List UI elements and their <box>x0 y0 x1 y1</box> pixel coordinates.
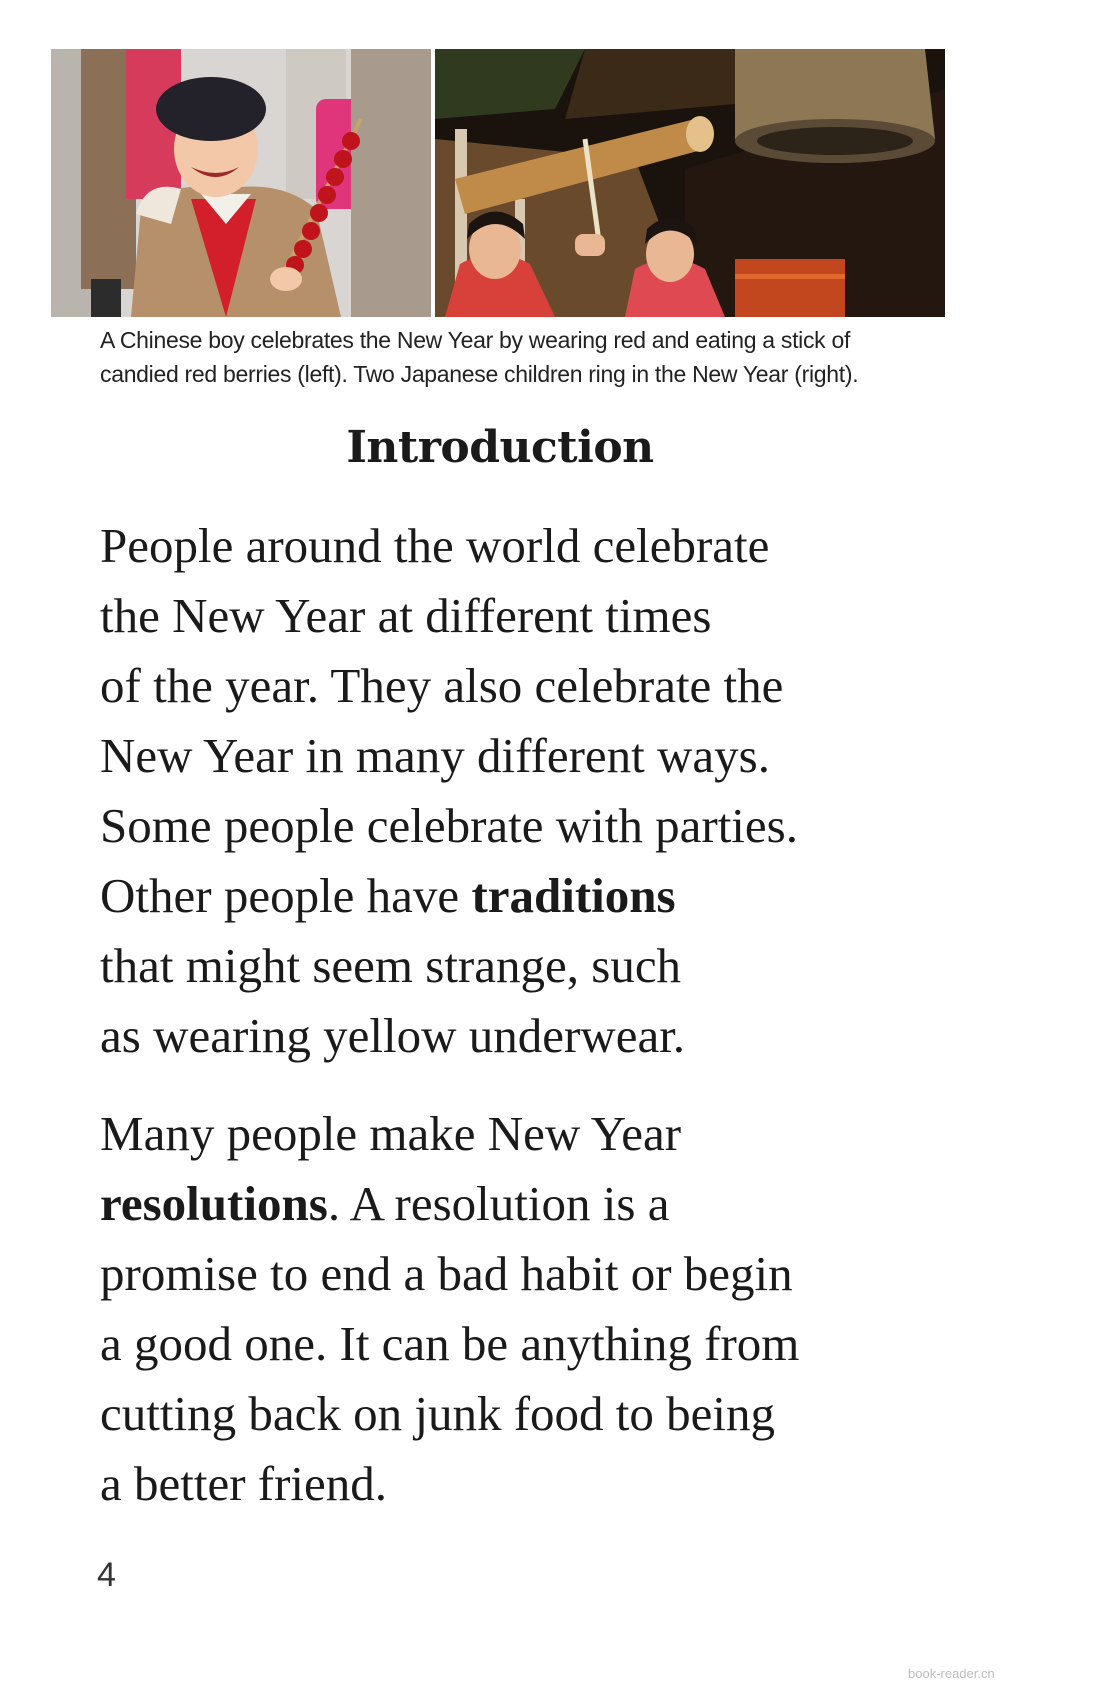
text-fragment: . A resolution is a <box>327 1176 670 1231</box>
text-line: New Year in many different ways. <box>100 728 770 783</box>
text-line <box>100 861 798 931</box>
photo-caption <box>100 323 920 391</box>
page-number: 4 <box>97 1556 116 1594</box>
text-line: that might seem strange, such <box>100 938 682 993</box>
text-line: of the year. They also celebrate the <box>100 658 784 713</box>
photo-strip <box>51 49 945 317</box>
text-line: the New Year at different times <box>100 588 712 643</box>
glossary-term-resolutions: resolutions <box>100 1176 328 1231</box>
japanese-children-bell-photo <box>435 49 945 317</box>
paragraph-1 <box>100 511 798 1071</box>
chinese-boy-photo <box>51 49 431 317</box>
text-line: a good one. It can be anything from <box>100 1316 800 1371</box>
watermark: book-reader.cn <box>908 1666 995 1681</box>
paragraph-2 <box>100 1099 799 1519</box>
text-line: Many people make New Year <box>100 1106 682 1161</box>
section-heading: Introduction <box>346 422 654 473</box>
text-line: promise to end a bad habit or begin <box>100 1246 793 1301</box>
glossary-term-traditions: traditions <box>471 868 676 923</box>
text-line: a better friend. <box>100 1456 388 1511</box>
text-line <box>100 1169 799 1239</box>
text-line: as wearing yellow underwear. <box>100 1008 686 1063</box>
caption-line: A Chinese boy celebrates the New Year by wearing red and eating a stick of <box>100 327 851 353</box>
text-line: People around the world celebrate <box>100 518 770 573</box>
text-line: Some people celebrate with parties. <box>100 798 798 853</box>
text-line: cutting back on junk food to being <box>100 1386 775 1441</box>
caption-line: candied red berries (left). Two Japanese children ring in the New Year (right). <box>100 361 859 387</box>
text-fragment: Other people have <box>100 868 472 923</box>
